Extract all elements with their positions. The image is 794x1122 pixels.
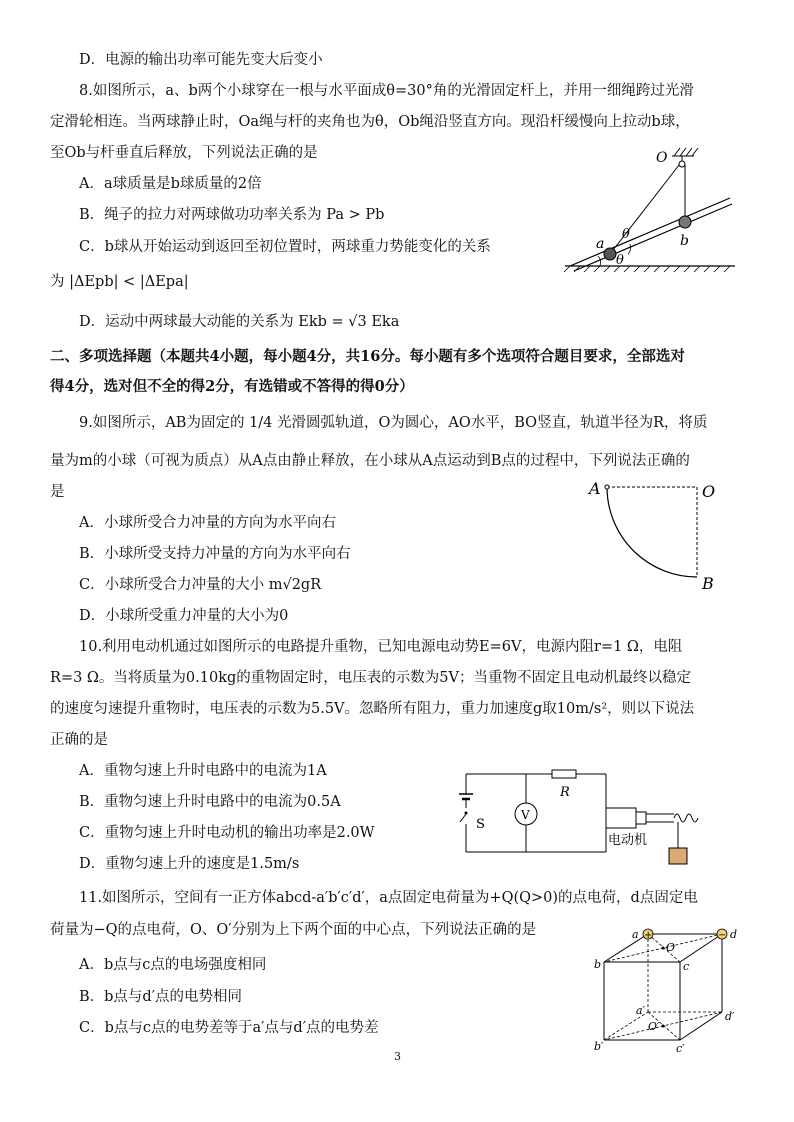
q9-figure [585, 475, 735, 600]
label-o-prime: O′ [648, 1020, 660, 1033]
page-number: 3 [394, 1050, 401, 1063]
resistor [552, 770, 576, 778]
q9-option-a: A．小球所受合力冲量的方向为水平向右 [79, 515, 336, 531]
q8-option-b: B．绳子的拉力对两球做功功率关系为 Pa > Pb [79, 207, 385, 223]
q8-figure [560, 138, 740, 273]
label-d: d [730, 928, 738, 941]
q10-stem-line2: R=3 Ω。当将质量为0.10kg的重物固定时，电压表的示数为5V；当重物不固定且电动机最终以稳定 [50, 670, 691, 686]
q9-option-c: C．小球所受合力冲量的大小 m√2gR [79, 577, 322, 593]
q10-stem-line1: 10.利用电动机通过如图所示的电路提升重物，已知电源电动势E=6V，电源内阻r=1 Ω，电阻 [79, 639, 683, 655]
q11-option-c: C．b点与c点的电势差等于a′点与d′点的电势差 [79, 1020, 379, 1036]
label-a: a [596, 236, 605, 252]
label-motor: 电动机 [608, 833, 648, 848]
q8-stem-line1: 8.如图所示，a、b两个小球穿在一根与水平面成θ=30°角的光滑固定杆上，并用一细绳跨过光滑 [79, 83, 694, 99]
q9-stem-line2: 量为m的小球（可视为质点）从A点由静止释放，在小球从A点运动到B点的过程中，下列说法正确的 [50, 453, 690, 469]
label-b: b [680, 233, 689, 249]
q8-option-c-cont: 为 |ΔEpb| < |ΔEpa| [50, 274, 189, 290]
label-b: b [594, 958, 602, 971]
q8-option-a: A．a球质量是b球质量的2倍 [79, 176, 262, 192]
label-o: O [666, 941, 676, 954]
svg-text:+: + [644, 930, 653, 941]
q10-option-d: D．重物匀速上升的速度是1.5m/s [79, 856, 300, 872]
q10-figure [456, 766, 706, 876]
q8-option-c: C．b球从开始运动到返回至初位置时，两球重力势能变化的关系 [79, 239, 491, 255]
q8-stem-line3: 至Ob与杆垂直后释放，下列说法正确的是 [50, 145, 318, 161]
motor [606, 808, 636, 828]
label-c-prime: c′ [676, 1042, 685, 1055]
q11-option-a: A．b点与c点的电场强度相同 [79, 957, 267, 973]
rod [570, 198, 730, 266]
q11-stem-line2: 荷量为−Q的点电荷，O、O′分别为上下两个面的中心点，下列说法正确的是 [50, 922, 537, 938]
q8-stem-line2: 定滑轮相连。当两球静止时，Oa绳与杆的夹角也为θ，Ob绳沿竖直方向。现沿杆缓慢向上拉动b球， [50, 114, 690, 130]
label-o: O [656, 150, 668, 166]
label-b: B [702, 574, 714, 593]
label-v: V [521, 808, 530, 822]
q10-option-b: B．重物匀速上升时电路中的电流为0.5A [79, 794, 341, 810]
q9-option-d: D．小球所受重力冲量的大小为0 [79, 608, 289, 624]
pulley [679, 161, 685, 167]
svg-text:−: − [718, 930, 727, 941]
q9-option-b: B．小球所受支持力冲量的方向为水平向右 [79, 546, 351, 562]
label-b-prime: b′ [594, 1040, 604, 1053]
arc-ab [607, 487, 697, 577]
ceiling-hatch [672, 148, 698, 156]
q10-option-a: A．重物匀速上升时电路中的电流为1A [79, 763, 327, 779]
label-a: a [632, 928, 639, 941]
ball-a [604, 248, 616, 260]
section-2-title: 二、多项选择题（本题共4小题，每小题4分，共16分。每小题有多个选项符合题目要求，全部选对 [50, 348, 685, 365]
q11-figure [592, 922, 742, 1057]
label-r: R [560, 785, 570, 800]
spring [674, 814, 698, 822]
section-2-title-cont: 得4分，选对但不全的得2分，有选错或不答得的得0分） [50, 378, 414, 395]
q10-stem-line3: 的速度匀速提升重物时，电压表的示数为5.5V。忽略所有阻力，重力加速度g取10m/s²，则以下说法 [50, 701, 695, 717]
q10-stem-line4: 正确的是 [50, 732, 108, 748]
label-s: S [476, 817, 485, 832]
ball-b [679, 216, 691, 228]
q11-option-b: B．b点与d′点的电势相同 [79, 989, 243, 1005]
label-o: O [702, 482, 716, 501]
label-a-prime: a′ [636, 1004, 646, 1017]
label-theta-2: θ [616, 253, 624, 268]
q9-stem-line1: 9.如图所示，AB为固定的 1/4 光滑圆弧轨道，O为圆心，AO水平，BO竖直，轨道半径为R，将质 [79, 415, 708, 431]
label-theta-1: θ [622, 227, 630, 242]
weight [669, 848, 687, 864]
q10-option-c: C．重物匀速上升时电动机的输出功率是2.0W [79, 825, 375, 841]
label-c: c [683, 960, 690, 973]
ground-hatch [564, 266, 730, 272]
q7-option-d: D．电源的输出功率可能先变大后变小 [79, 52, 323, 68]
label-d-prime: d′ [725, 1010, 735, 1023]
q8-option-d: D．运动中两球最大动能的关系为 Ekb = √3 Eka [79, 314, 400, 330]
label-a: A [589, 479, 601, 498]
q9-stem-line3: 是 [50, 484, 65, 500]
q11-stem-line1: 11.如图所示，空间有一正方体abcd-a′b′c′d′，a点固定电荷量为+Q(Q>0)的点电荷，d点固定电 [79, 890, 698, 906]
